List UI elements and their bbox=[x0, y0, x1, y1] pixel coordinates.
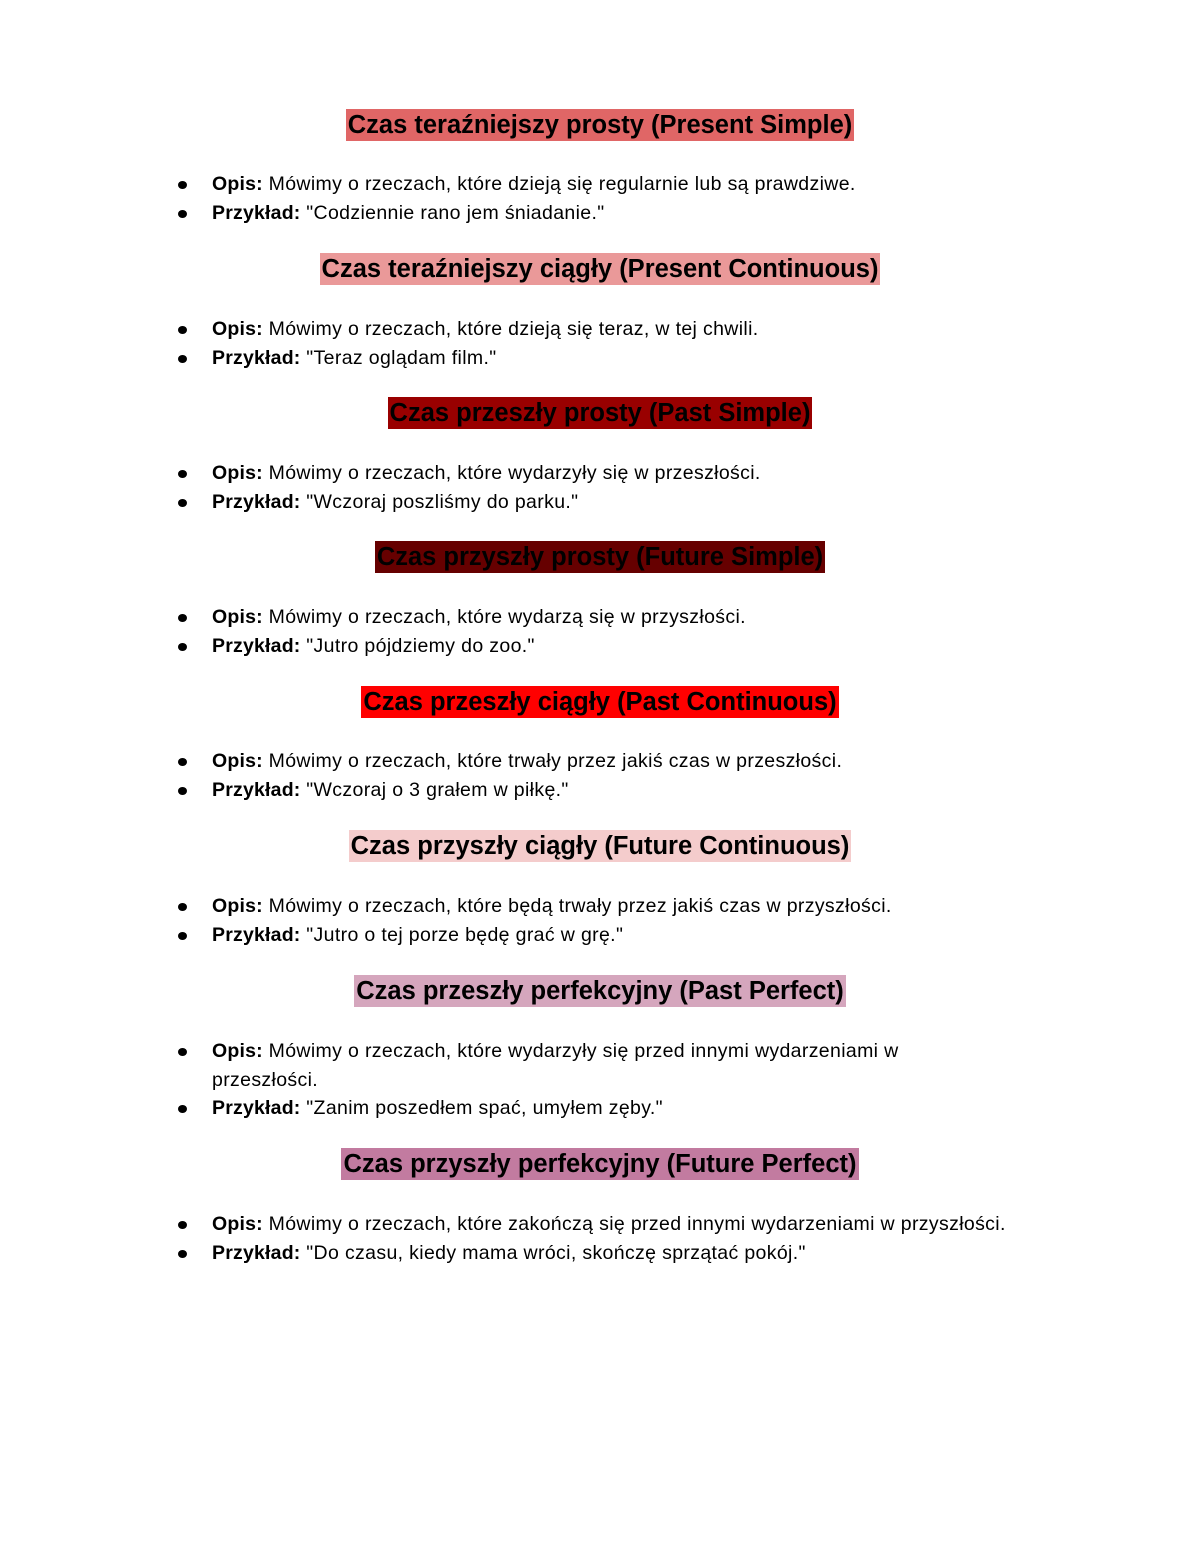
item-label: Przykład: bbox=[212, 490, 301, 513]
item-text: Mówimy o rzeczach, które wydarzą się w przyszłości. bbox=[262, 606, 746, 628]
item-label: Przykład: bbox=[212, 201, 301, 224]
bullet-icon bbox=[178, 355, 187, 363]
item-text: Mówimy o rzeczach, które będą trwały przez jakiś czas w przyszłości. bbox=[262, 895, 892, 917]
item-text: "Zanim poszedłem spać, umyłem zęby." bbox=[300, 1097, 663, 1119]
bullet-icon bbox=[178, 1221, 187, 1229]
item-label: Opis: bbox=[212, 318, 263, 340]
section-present-continuous bbox=[0, 253, 1200, 372]
section-heading: Czas przyszły ciągły (Future Continuous) bbox=[350, 832, 850, 860]
section-future-simple bbox=[0, 541, 1200, 660]
bullet-list bbox=[0, 459, 1200, 516]
bullet-icon bbox=[178, 1105, 187, 1113]
bullet-icon bbox=[178, 614, 187, 622]
bullet-icon bbox=[178, 643, 187, 651]
list-item bbox=[0, 315, 1200, 344]
section-future-continuous bbox=[0, 830, 1200, 949]
bullet-list bbox=[0, 747, 1200, 804]
bullet-icon bbox=[178, 903, 187, 911]
item-label: Przykład: bbox=[212, 1097, 301, 1119]
bullet-icon bbox=[178, 499, 187, 507]
bullet-icon bbox=[178, 758, 187, 766]
bullet-icon bbox=[178, 181, 187, 189]
section-present-simple bbox=[0, 109, 1200, 227]
bullet-list bbox=[0, 603, 1200, 660]
item-label: Opis: bbox=[212, 750, 263, 772]
item-text: Mówimy o rzeczach, które dzieją się regularnie lub są prawdziwe. bbox=[262, 173, 856, 195]
item-label: Opis: bbox=[212, 1213, 263, 1235]
item-text: "Teraz oglądam film." bbox=[300, 346, 497, 369]
item-text: Mówimy o rzeczach, które wydarzyły się w przeszłości. bbox=[262, 462, 761, 484]
list-item bbox=[0, 776, 1200, 805]
list-item bbox=[0, 1037, 1200, 1094]
bullet-icon bbox=[178, 787, 187, 795]
item-text: Mówimy o rzeczach, które dzieją się teraz, w tej chwili. bbox=[262, 318, 759, 340]
item-text: Mówimy o rzeczach, które trwały przez jakiś czas w przeszłości. bbox=[262, 750, 843, 772]
list-item bbox=[0, 488, 1200, 517]
item-label: Przykład: bbox=[212, 1241, 301, 1264]
item-label: Opis: bbox=[212, 173, 263, 195]
item-label: Opis: bbox=[212, 1040, 263, 1062]
bullet-icon bbox=[178, 470, 187, 478]
item-text: Mówimy o rzeczach, które wydarzyły się przed innymi wydarzeniami w przeszłości. bbox=[212, 1040, 899, 1091]
item-label: Przykład: bbox=[212, 634, 301, 657]
bullet-list bbox=[0, 892, 1200, 949]
list-item bbox=[0, 747, 1200, 776]
bullet-list bbox=[0, 1037, 1200, 1123]
item-text: "Codziennie rano jem śniadanie." bbox=[300, 201, 605, 224]
bullet-list bbox=[0, 1210, 1200, 1267]
bullet-icon bbox=[178, 932, 187, 940]
item-text: "Wczoraj o 3 grałem w piłkę." bbox=[300, 778, 569, 801]
section-heading: Czas przeszły perfekcyjny (Past Perfect) bbox=[356, 977, 844, 1005]
list-item bbox=[0, 199, 1200, 228]
item-text: "Do czasu, kiedy mama wróci, skończę sprzątać pokój." bbox=[300, 1241, 806, 1264]
bullet-icon bbox=[178, 1250, 187, 1258]
section-heading: Czas przeszły ciągły (Past Continuous) bbox=[363, 688, 837, 716]
item-text: "Jutro o tej porze będę grać w grę." bbox=[300, 923, 624, 946]
bullet-list bbox=[0, 315, 1200, 372]
item-label: Przykład: bbox=[212, 778, 301, 801]
section-past-continuous bbox=[0, 686, 1200, 804]
bullet-icon bbox=[178, 210, 187, 218]
list-item bbox=[0, 921, 1200, 950]
item-label: Przykład: bbox=[212, 346, 301, 369]
bullet-icon bbox=[178, 326, 187, 334]
item-label: Opis: bbox=[212, 895, 263, 917]
list-item bbox=[0, 632, 1200, 661]
list-item bbox=[0, 892, 1200, 921]
section-heading: Czas przyszły perfekcyjny (Future Perfect) bbox=[343, 1150, 857, 1178]
section-heading: Czas przyszły prosty (Future Simple) bbox=[376, 543, 824, 571]
section-heading: Czas teraźniejszy prosty (Present Simple) bbox=[347, 111, 853, 139]
item-text: "Wczoraj poszliśmy do parku." bbox=[300, 490, 579, 513]
list-item bbox=[0, 1239, 1200, 1268]
list-item bbox=[0, 459, 1200, 488]
item-text: "Jutro pójdziemy do zoo." bbox=[300, 634, 535, 657]
list-item bbox=[0, 344, 1200, 373]
list-item bbox=[0, 603, 1200, 632]
item-label: Przykład: bbox=[212, 923, 301, 946]
item-text: Mówimy o rzeczach, które zakończą się przed innymi wydarzeniami w przyszłości. bbox=[262, 1213, 1006, 1235]
section-past-simple bbox=[0, 397, 1200, 516]
item-label: Opis: bbox=[212, 462, 263, 484]
list-item bbox=[0, 1210, 1200, 1239]
bullet-list bbox=[0, 170, 1200, 227]
section-heading: Czas teraźniejszy ciągły (Present Continuous) bbox=[321, 255, 879, 283]
list-item bbox=[0, 1094, 1200, 1123]
section-future-perfect bbox=[0, 1148, 1200, 1267]
section-heading: Czas przeszły prosty (Past Simple) bbox=[389, 399, 811, 427]
bullet-icon bbox=[178, 1048, 187, 1056]
section-past-perfect bbox=[0, 975, 1200, 1123]
list-item bbox=[0, 170, 1200, 199]
item-label: Opis: bbox=[212, 606, 263, 628]
